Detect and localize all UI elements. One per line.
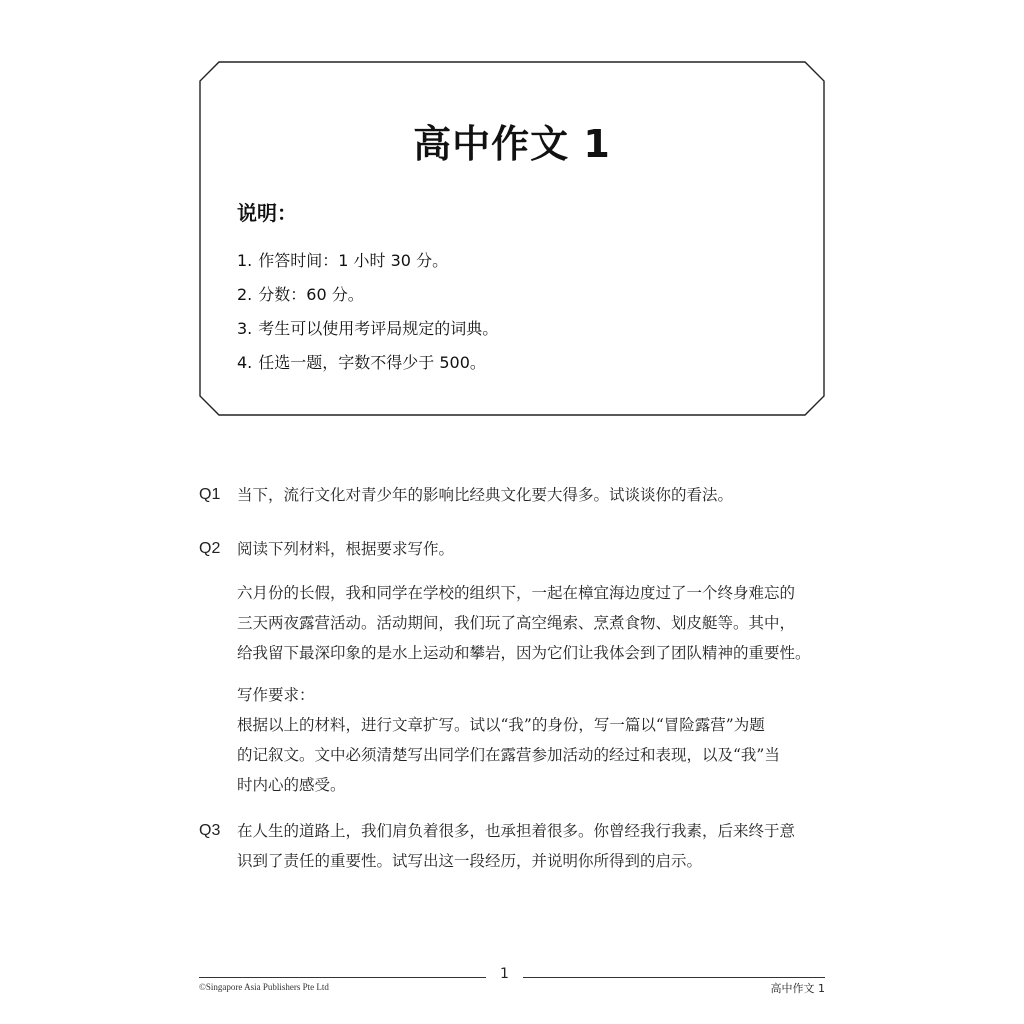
instruction-item bbox=[237, 312, 498, 346]
instruction-text: 任选一题，字数不得少于 500。 bbox=[258, 353, 486, 372]
instruction-text: 作答时间：1 小时 30 分。 bbox=[258, 251, 449, 270]
question-intro: 阅读下列材料，根据要求写作。 bbox=[237, 540, 455, 558]
instructions-heading: 说明： bbox=[237, 201, 297, 225]
material-line: 三天两夜露营活动。活动期间，我们玩了高空绳索、烹煮食物、划皮艇等。其中， bbox=[237, 614, 796, 632]
writing-requirements bbox=[237, 680, 829, 800]
copyright-notice: ©Singapore Asia Publishers Pte Ltd bbox=[199, 982, 329, 992]
requirement-heading: 写作要求： bbox=[237, 686, 315, 704]
instruction-number: 1. bbox=[237, 251, 253, 270]
instruction-text: 分数：60 分。 bbox=[258, 285, 364, 304]
question-label: Q3 bbox=[199, 822, 221, 839]
page-number: 1 bbox=[500, 966, 509, 982]
instruction-item bbox=[237, 278, 498, 312]
footer-rule-left bbox=[199, 977, 486, 978]
instruction-number: 3. bbox=[237, 319, 253, 338]
question-line: 识到了责任的重要性。试写出这一段经历，并说明你所得到的启示。 bbox=[237, 852, 703, 870]
question-text: 当下，流行文化对青少年的影响比经典文化要大得多。试谈谈你的看法。 bbox=[237, 486, 734, 504]
requirement-line: 时内心的感受。 bbox=[237, 776, 346, 794]
requirement-line: 根据以上的材料，进行文章扩写。试以“我”的身份，写一篇以“冒险露营”为题 bbox=[237, 716, 765, 734]
questions-section bbox=[199, 480, 829, 876]
paper-title: 高中作文 1 bbox=[413, 122, 611, 166]
instruction-text: 考生可以使用考评局规定的词典。 bbox=[258, 319, 499, 338]
material-passage bbox=[237, 578, 829, 668]
material-line: 六月份的长假，我和同学在学校的组织下，一起在樟宜海边度过了一个终身难忘的 bbox=[237, 584, 796, 602]
running-title: 高中作文 1 bbox=[770, 982, 825, 995]
instructions-list bbox=[237, 244, 498, 380]
material-line: 给我留下最深印象的是水上运动和攀岩，因为它们让我体会到了团队精神的重要性。 bbox=[237, 644, 811, 662]
requirement-line: 的记叙文。文中必须清楚写出同学们在露营参加活动的经过和表现，以及“我”当 bbox=[237, 746, 780, 764]
instructions-box bbox=[199, 61, 825, 416]
instruction-number: 2. bbox=[237, 285, 253, 304]
instruction-number: 4. bbox=[237, 353, 253, 372]
question-line: 在人生的道路上，我们肩负着很多，也承担着很多。你曾经我行我素，后来终于意 bbox=[237, 822, 796, 840]
question-1 bbox=[199, 480, 829, 534]
footer-rule-right bbox=[523, 977, 825, 978]
instruction-item bbox=[237, 346, 498, 380]
question-3 bbox=[199, 816, 829, 876]
question-label: Q2 bbox=[199, 540, 221, 557]
question-2 bbox=[199, 534, 829, 800]
question-label: Q1 bbox=[199, 486, 221, 503]
instruction-item bbox=[237, 244, 498, 278]
page-footer bbox=[199, 965, 825, 995]
